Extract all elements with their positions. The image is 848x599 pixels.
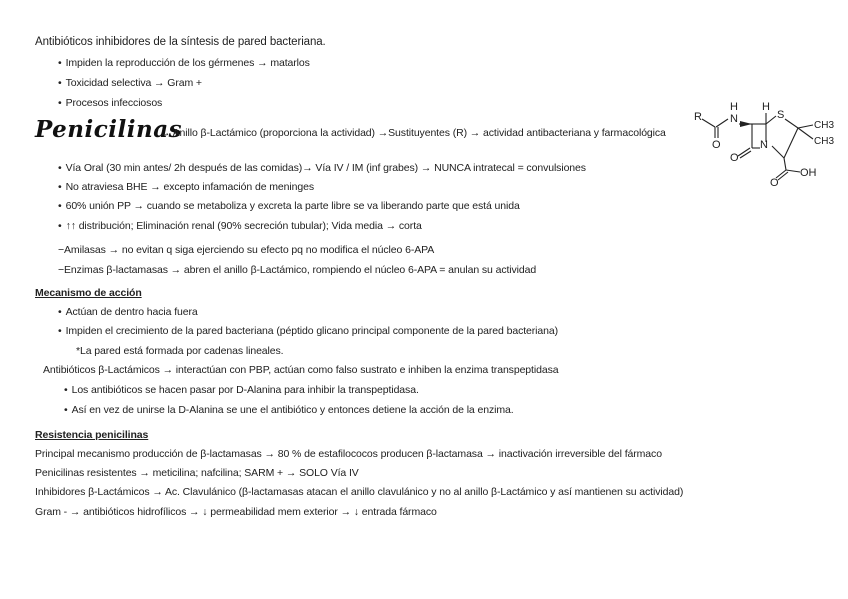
intro-bullet-1: • Impiden la reproducción de los gérmenes → matarlos	[58, 57, 310, 69]
mol-label-h1: H	[730, 101, 738, 113]
mec-bullet-1: • Actúan de dentro hacia fuera	[58, 306, 198, 318]
pen-dash-2: −Enzimas β-lactamasas → abren el anillo β-Lactámico, rompiendo el núcleo 6-APA = anulan su actividad	[58, 264, 537, 276]
mol-label-oh: OH	[800, 167, 817, 179]
pen-dash-1: −Amilasas → no evitan q siga ejerciendo su efecto pq no modifica el núcleo 6-APA	[58, 244, 435, 256]
resistencia-heading: Resistencia penicilinas	[35, 429, 149, 441]
res-line-1: Principal mecanismo producción de β-lactamasas → 80 % de estafilococos producen β-lactamasa → inactivación irreversible del fármaco	[35, 448, 662, 460]
res-line-3: Inhibidores β-Lactámicos → Ac. Clavulánico (β-lactamasas atacan el anillo clavulánico y no al anillo β-Lactámico y así mantienen su actividad)	[35, 486, 684, 498]
mol-label-o1: O	[712, 139, 721, 151]
mec-line: Antibióticos β-Lactámicos → interactúan con PBP, actúan como falso sustrato e inhiben la enzima transpeptidasa	[43, 364, 559, 376]
penicillin-structure	[688, 98, 838, 190]
res-line-4: Gram - → antibióticos hidrofílicos → ↓ permeabilidad mem exterior → ↓ entrada fármaco	[35, 506, 437, 518]
pen-bullet-4: • ↑↑ distribución; Eliminación renal (90% secreción tubular); Vida media → corta	[58, 220, 422, 232]
mec-sub-bullet-1: • Los antibióticos se hacen pasar por D-Alanina para inhibir la transpeptidasa.	[64, 384, 419, 396]
pen-bullet-3: • 60% unión PP → cuando se metaboliza y excreta la parte libre se va liberando parte que está unida	[58, 200, 520, 212]
mol-label-o2: O	[730, 152, 739, 164]
mol-label-o3: O	[770, 177, 779, 189]
penicilinas-title-suffix: → Anillo β-Lactámico (proporciona la actividad) →Sustituyentes (R) → actividad antibacteriana y farmacológica	[160, 127, 666, 139]
mol-label-s: S	[777, 109, 785, 121]
intro-heading: Antibióticos inhibidores de la síntesis de pared bacteriana.	[35, 36, 326, 48]
mol-label-n1: N	[730, 113, 738, 125]
mec-sub-bullet-2: • Así en vez de unirse la D-Alanina se une el antibiótico y entonces detiene la acción de la enzima.	[64, 404, 514, 416]
res-line-2: Penicilinas resistentes → meticilina; nafcilina; SARM + → SOLO Vía IV	[35, 467, 359, 479]
mol-label-ch3-1: CH3	[814, 120, 835, 131]
mec-bullet-2: • Impiden el crecimiento de la pared bacteriana (péptido glicano principal componente de la pared bacteriana)	[58, 325, 558, 337]
penicilinas-title: Penicilinas	[35, 116, 183, 143]
mec-note: *La pared está formada por cadenas lineales.	[76, 345, 284, 357]
mol-label-r: R	[694, 111, 702, 123]
mol-label-h2: H	[762, 101, 770, 113]
pen-bullet-1: • Vía Oral (30 min antes/ 2h después de las comidas)→ Vía IV / IM (inf grabes) → NUNCA intratecal = convulsiones	[58, 162, 586, 174]
intro-bullet-2: • Toxicidad selectiva → Gram +	[58, 77, 202, 89]
intro-bullet-3: • Procesos infecciosos	[58, 97, 162, 109]
mol-label-ch3-2: CH3	[814, 136, 835, 147]
mecanismo-heading: Mecanismo de acción	[35, 287, 142, 299]
pen-bullet-2: • No atraviesa BHE → excepto infamación de meninges	[58, 181, 314, 193]
mol-label-n2: N	[760, 139, 768, 151]
